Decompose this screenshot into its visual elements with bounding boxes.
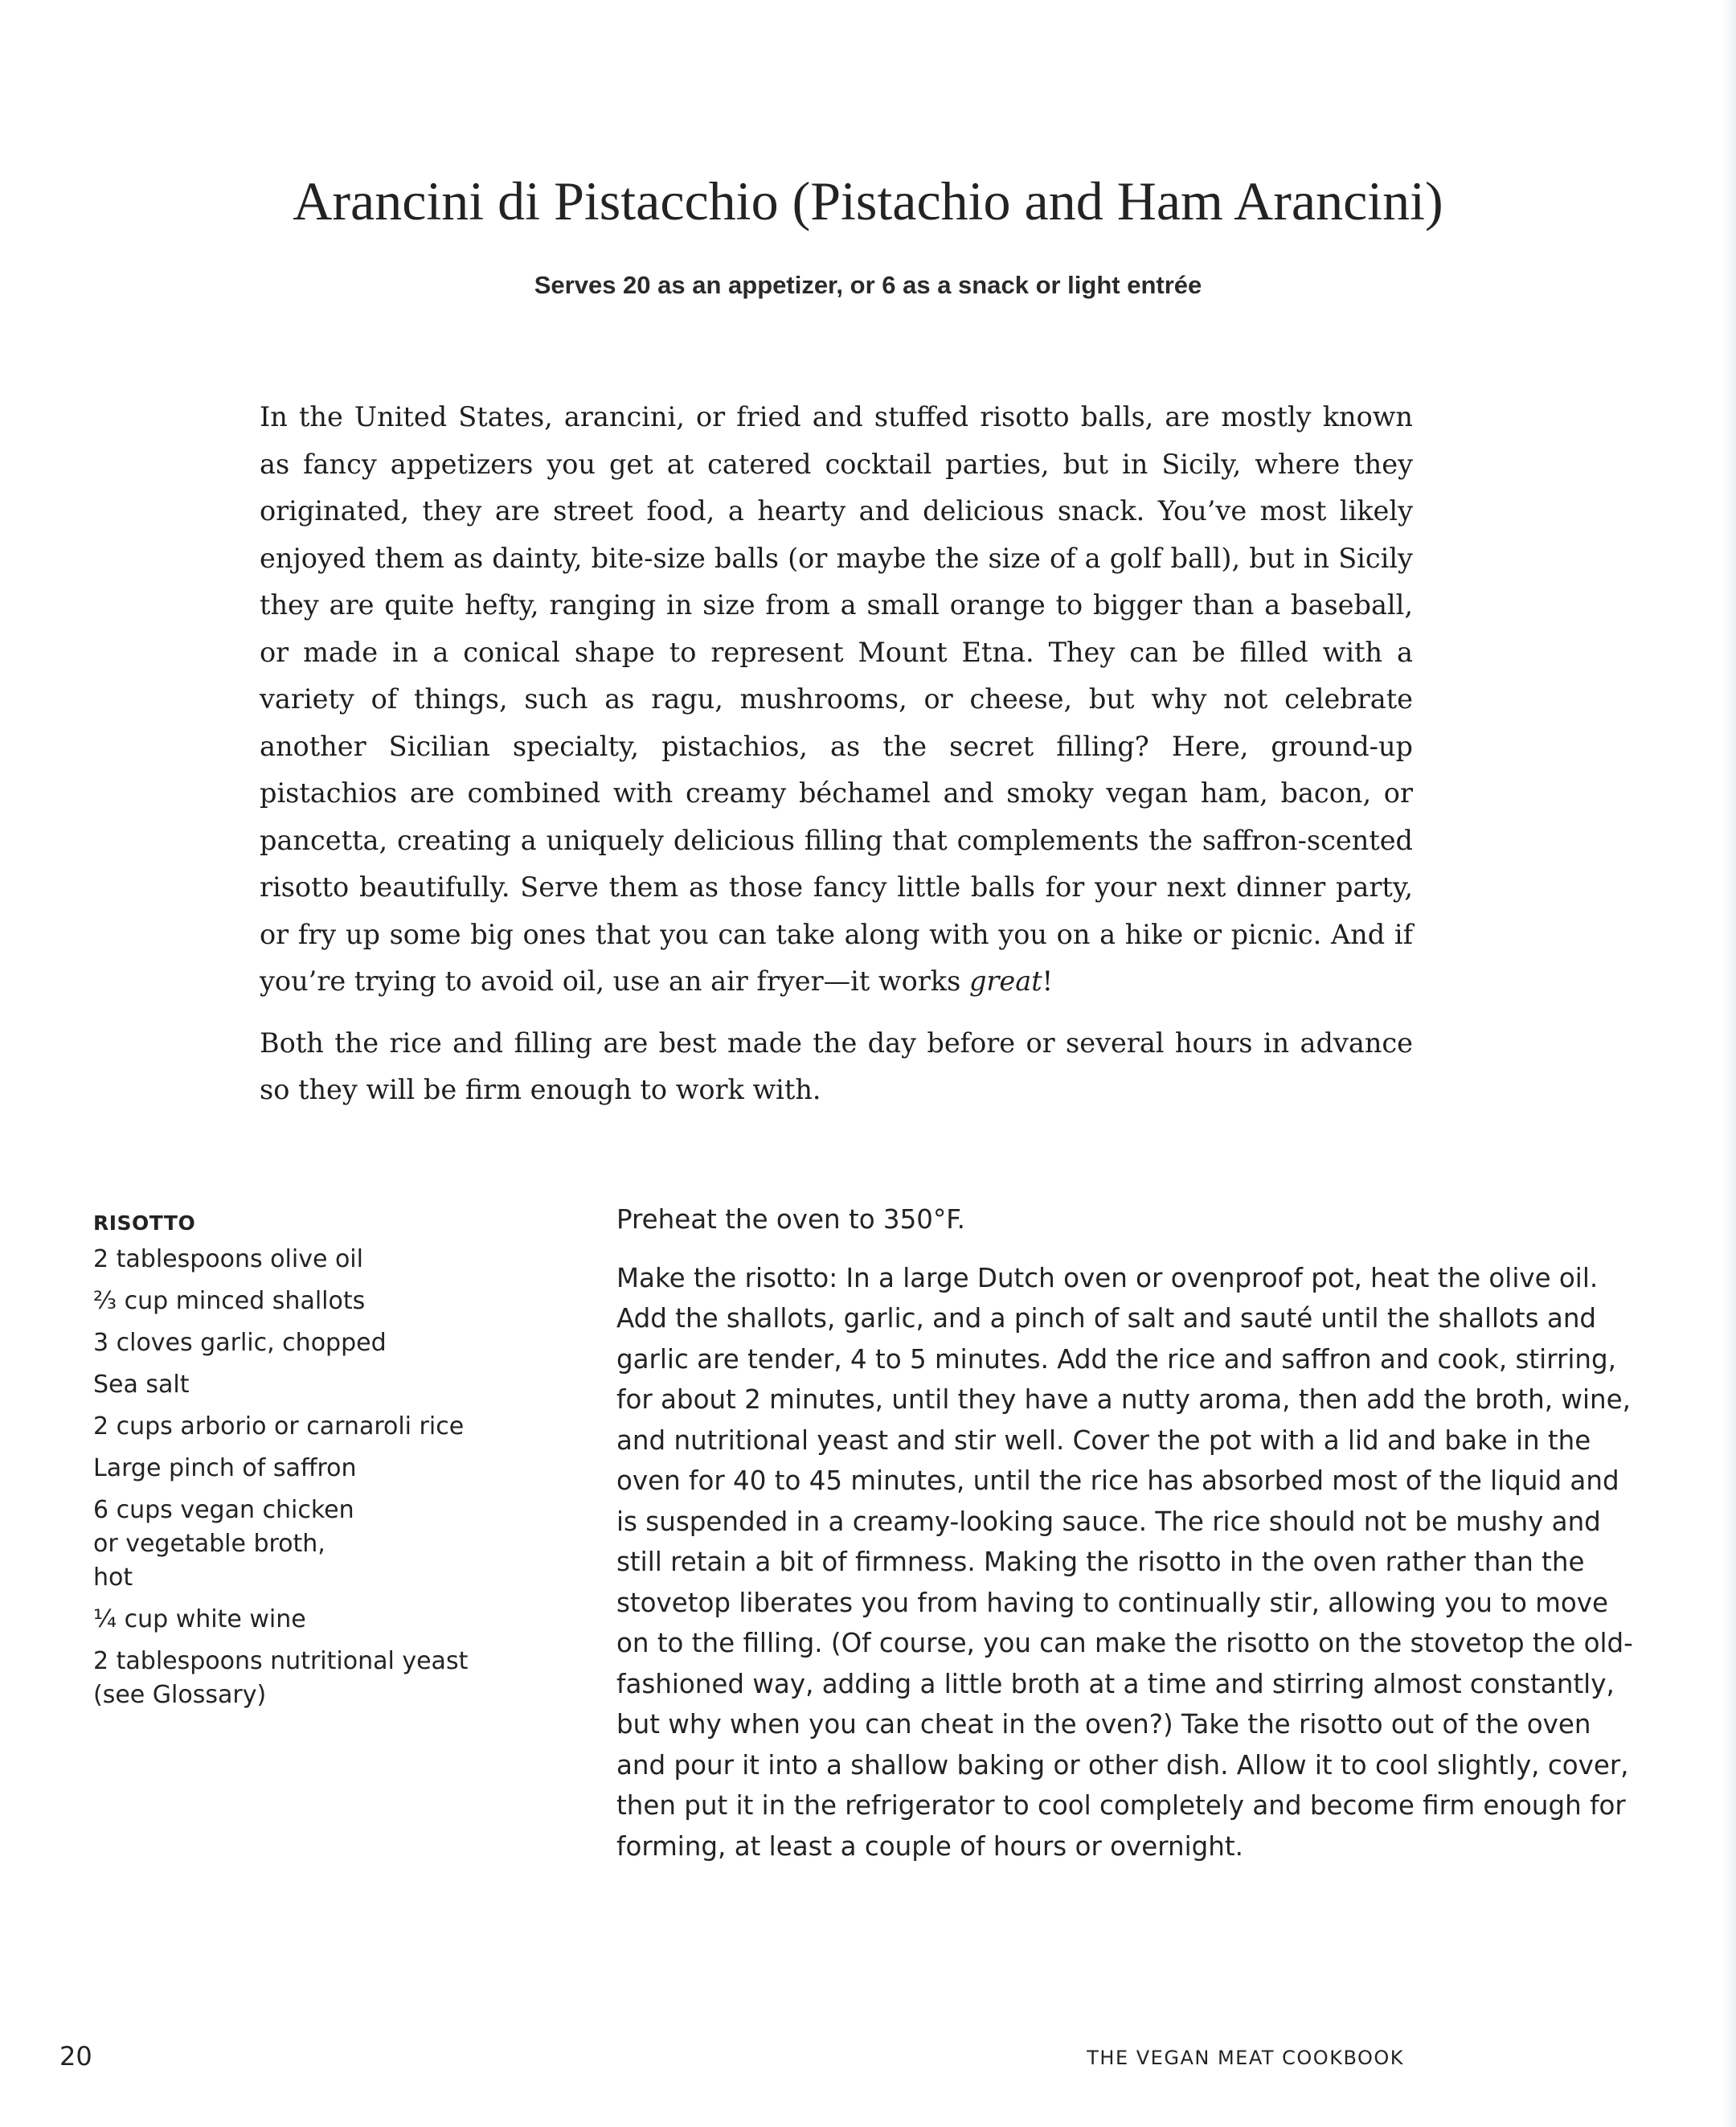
method-instructions (616, 1199, 1636, 1884)
ingredients-heading: RISOTTO (93, 1211, 196, 1235)
intro-paragraph: Both the rice and filling are best made the day before or several hours in advance so they will be firm enough to work with. (260, 1027, 1413, 1105)
ingredient-items (93, 1243, 511, 1712)
ingredient-item: 2 cups arborio or carnaroli rice (93, 1412, 465, 1441)
ingredient-item: Sea salt (93, 1371, 190, 1399)
running-footer-title: THE VEGAN MEAT COOKBOOK (1087, 2047, 1404, 2069)
intro-emphasis: great (968, 965, 1042, 997)
ingredient-item: ⅔ cup minced shallots (93, 1287, 366, 1315)
recipe-introduction (260, 394, 1413, 1129)
recipe-title: Arancini di Pistacchio (Pistachio and Ham Arancini) (293, 170, 1443, 232)
ingredient-item: 6 cups vegan chicken or vegetable broth, hot (93, 1496, 354, 1592)
method-step: Make the risotto: In a large Dutch oven or ovenproof pot, heat the olive oil. Add the shallots, garlic, and a pinch of salt and sauté until the shallots and garlic are tender, 4 to 5 minutes. Add the rice and saffron and cook, stirring, for about 2 minutes, until they have a nutty aroma, then add the broth, wine, and nutritional yeast and stir well. Cover the pot with a lid and bake in the oven for 40 to 45 minutes, until the rice has absorbed most of the liquid and is suspended in a creamy-looking sauce. The rice should not be mushy and still retain a bit of firmness. Making the risotto in the oven rather than the stovetop liberates you from having to continually stir, allowing you to move on to the filling. (Of course, you can make the risotto on the stovetop the old-fashioned way, adding a little broth at a time and stirring almost constantly, but why when you can cheat in the oven?) Take the risotto out of the oven and pour it into a shallow baking or other dish. Allow it to cool slightly, cover, then put it in the refrigerator to cool completely and become firm enough for forming, at least a couple of hours or overnight. (616, 1262, 1633, 1862)
ingredient-item: 3 cloves garlic, chopped (93, 1329, 387, 1357)
ingredient-item: 2 tablespoons nutritional yeast (see Glossary) (93, 1647, 469, 1709)
ingredients-list (93, 1204, 511, 1720)
intro-paragraph-end: ! (1042, 965, 1054, 997)
ingredient-item: Large pinch of saffron (93, 1454, 357, 1482)
intro-paragraph-text: In the United States, arancini, or fried and stuffed risotto balls, are mostly known as fancy appetizers you get at catered cocktail parties, but in Sicily, where they originated, they are street food, a hearty and delicious snack. You’ve most likely enjoyed them as dainty, bite-size balls (or maybe the size of a golf ball), but in Sicily they are quite hefty, ranging in size from a small orange to bigger than a baseball, or made in a conical shape to represent Mount Etna. They can be filled with a variety of things, such as ragu, mushrooms, or cheese, but why not celebrate another Sicilian specialty, pistachios, as the secret filling? Here, ground-up pistachios are combined with creamy béchamel and smoky vegan ham, bacon, or pancetta, creating a uniquely delicious filling that complements the saffron-scented risotto beautifully. Serve them as those fancy little balls for your next dinner party, or fry up some big ones that you can take along with you on a hike or picnic. And if you’re trying to avoid oil, use an air fryer—it works (260, 401, 1413, 997)
page-edge-shadow (1722, 0, 1736, 2127)
intro-paragraph (260, 394, 1413, 1006)
ingredient-item: 2 tablespoons olive oil (93, 1245, 363, 1273)
page-number: 20 (59, 2041, 92, 2072)
recipe-servings: Serves 20 as an appetizer, or 6 as a snack or light entrée (534, 271, 1202, 299)
method-step: Preheat the oven to 350°F. (616, 1204, 966, 1235)
ingredient-item: ¼ cup white wine (93, 1605, 306, 1633)
